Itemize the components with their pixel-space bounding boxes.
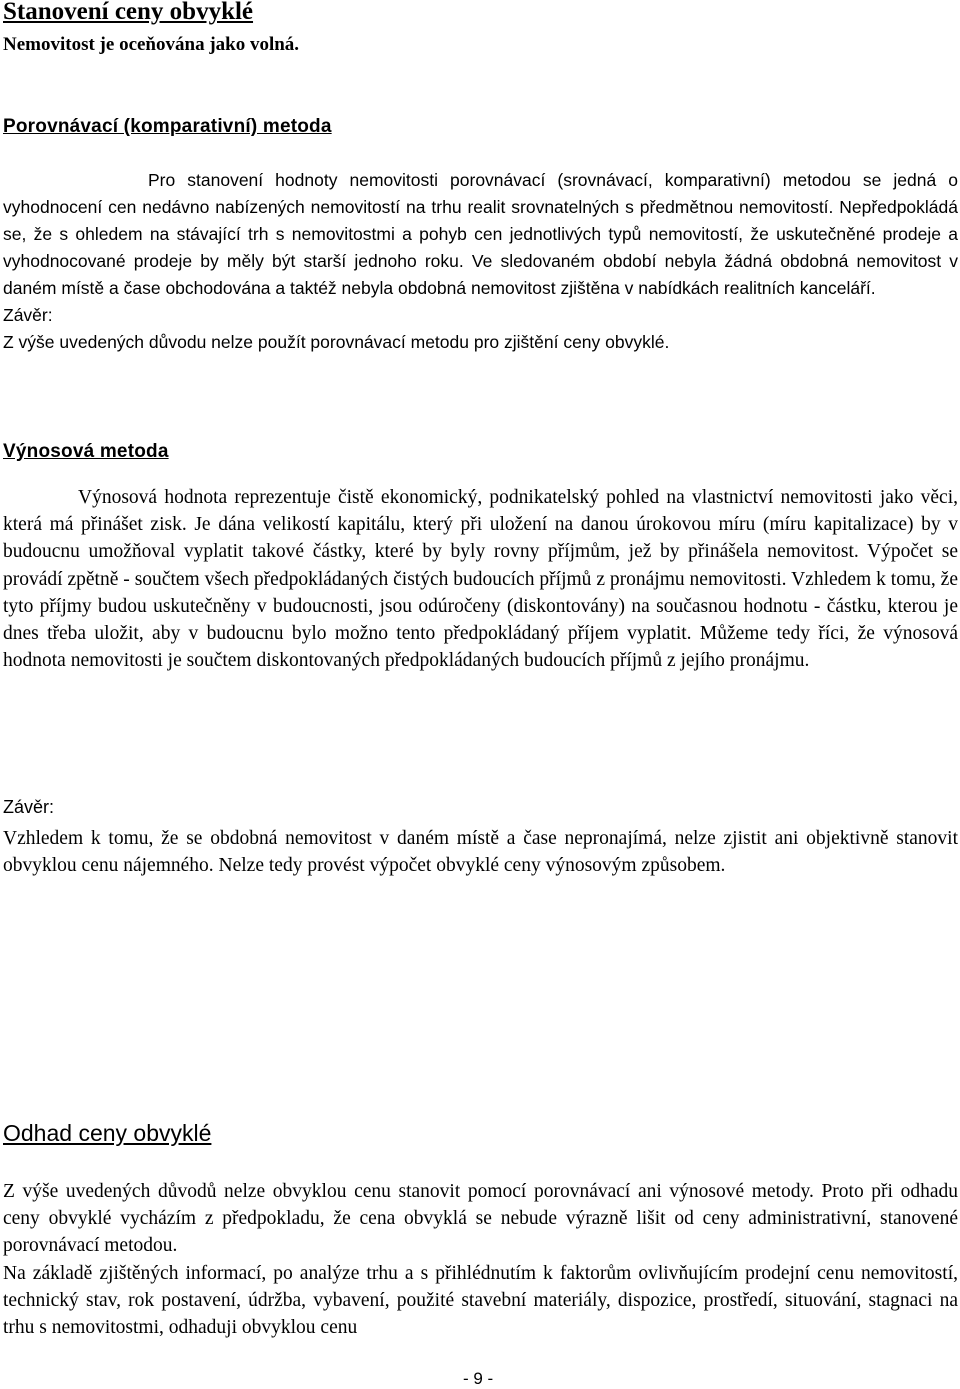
comparative-method-paragraph: Pro stanovení hodnoty nemovitosti porovnávací (srovnávací, komparativní) metodou se jedná o vyhodnocení cen nedávno nabízených nemovitostí na trhu realit srovnatelných s předmětnou nemovitostí. Nepředpokládá se, že s ohledem na stávající trh s nemovitostmi a pohyb cen jednotlivých typů nemovitostí, že uskutečněné prodeje a vyhodnocované prodeje by měly být starší jednoho roku. Ve sledovaném období nebyla žádná obdobná nemovitost v daném místě a čase obchodována a taktéž nebyla obdobná nemovitost zjištěna v nabídkách realitních kanceláří. (3, 170, 958, 298)
estimate-section (3, 1178, 958, 1341)
income-method-paragraph: Výnosová hodnota reprezentuje čistě ekonomický, podnikatelský pohled na vlastnictví nemovitosti jako věci, která má přinášet zisk. Je dána velikostí kapitálu, který při uložení na danou úrokovou míru (míru kapitalizace) by v budoucnu umožňoval vyplatit takové částky, které by byly rovny příjmům, jež by přinášela nemovitost. Výpočet se provádí zpětně - součtem všech předpokládaných čistých budoucích příjmů z pronájmu nemovitosti. Vzhledem k tomu, že tyto příjmy budou uskutečněny v budoucnosti, jsou odúročeny (diskontovány) na současnou hodnotu - částku, kterou je dnes třeba uložit, aby v budoucnu bylo možno tento předpokládaný příjem vyplatit. Můžeme tedy říci, že výnosová hodnota nemovitosti je součtem diskontovaných předpokládaných budoucích příjmů z jejího pronájmu. (3, 487, 958, 672)
comparative-method-section (3, 170, 958, 356)
income-conclusion-section (3, 825, 958, 879)
income-conclusion-text: Vzhledem k tomu, že se obdobná nemovitost v daném místě a čase nepronajímá, nelze zjistit ani objektivně stanovit obvyklou cenu nájemného. Nelze tedy provést výpočet obvyklé ceny výnosovým způsobem. (3, 828, 958, 877)
page-subtitle: Nemovitost je oceňována jako volná. (3, 34, 300, 55)
income-conclusion-label: Závěr: (3, 797, 55, 817)
comparative-method-heading: Porovnávací (komparativní) metoda (3, 116, 332, 137)
page-title: Stanovení ceny obvyklé (3, 0, 254, 25)
income-method-section (3, 487, 958, 674)
estimate-paragraph-2: Na základě zjištěných informací, po analýze trhu a s přihlédnutím k faktorům ovlivňujícím prodejní cenu nemovitostí, technický stav, rok postavení, údržba, vybavení, použité stavební materiály, dispozice, prostředí, situování, stagnaci na trhu s nemovitostmi, odhaduji obvyklou cenu (3, 1262, 958, 1339)
comparative-conclusion-text: Z výše uvedených důvodu nelze použít porovnávací metodu pro zjištění ceny obvyklé. (3, 332, 670, 352)
estimate-heading: Odhad ceny obvyklé (3, 1120, 212, 1146)
estimate-paragraph-1: Z výše uvedených důvodů nelze obvyklou cenu stanovit pomocí porovnávací ani výnosové metody. Proto při odhadu ceny obvyklé vycházím z předpokladu, že cena obvyklá se nebude výrazně lišit od ceny administrativní, stanovené porovnávací metodou. (3, 1181, 958, 1257)
comparative-conclusion-label: Závěr: (3, 305, 53, 325)
page-number: - 9 - (463, 1369, 494, 1388)
income-method-heading: Výnosová metoda (3, 441, 169, 462)
